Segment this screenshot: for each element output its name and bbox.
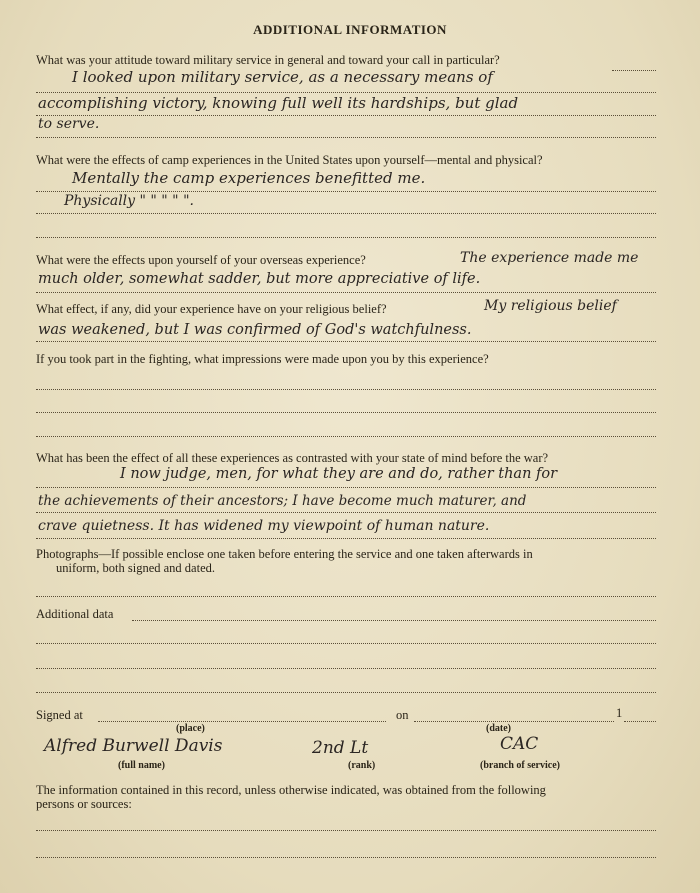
handwritten-answer: Mentally the camp experiences benefitted me. <box>72 169 426 187</box>
date-line <box>624 721 656 722</box>
branch-signature: CAC <box>500 734 539 754</box>
handwritten-answer: much older, somewhat sadder, but more appreciative of life. <box>38 271 481 287</box>
answer-line <box>36 692 656 693</box>
handwritten-answer: accomplishing victory, knowing full well its hardships, but glad <box>38 94 519 112</box>
date-line <box>414 721 614 722</box>
answer-line <box>36 857 656 858</box>
handwritten-answer: to serve. <box>38 116 100 132</box>
answer-line <box>36 213 656 214</box>
question-overseas-experience: What were the effects upon yourself of your overseas experience? <box>36 253 366 267</box>
answer-line <box>36 487 656 488</box>
page-title: ADDITIONAL INFORMATION <box>253 22 447 37</box>
on-label: on <box>396 708 409 722</box>
answer-line <box>36 191 656 192</box>
answer-line <box>36 412 656 413</box>
answer-line <box>36 436 656 437</box>
question-state-of-mind: What has been the effect of all these experiences as contrasted with your state of mind before the war? <box>36 451 549 465</box>
answer-line <box>36 643 656 644</box>
full-name-caption: (full name) <box>118 760 165 771</box>
answer-line <box>36 292 656 293</box>
answer-line <box>36 389 656 390</box>
answer-line <box>36 538 656 539</box>
answer-line <box>36 92 656 93</box>
answer-line <box>36 512 656 513</box>
handwritten-answer: the achievements of their ancestors; I have become much maturer, and <box>38 493 527 509</box>
rank-signature: 2nd Lt <box>312 738 369 758</box>
question-fighting-impressions: If you took part in the fighting, what impressions were made upon you by this experience? <box>36 352 489 366</box>
handwritten-answer: I looked upon military service, as a necessary means of <box>72 68 493 86</box>
question-military-attitude: What was your attitude toward military service in general and toward your call in particular? <box>36 53 500 67</box>
full-name-signature: Alfred Burwell Davis <box>44 736 223 756</box>
handwritten-answer: The experience made me <box>460 250 639 266</box>
handwritten-answer: was weakened, but I was confirmed of God's watchfulness. <box>38 322 472 338</box>
handwritten-answer: Physically " " " " ". <box>64 193 194 209</box>
answer-line <box>36 668 656 669</box>
answer-line <box>132 620 656 621</box>
question-camp-experience: What were the effects of camp experiences in the United States upon yourself—mental and physical? <box>36 153 543 167</box>
answer-line <box>36 137 656 138</box>
question-religious-belief: What effect, if any, did your experience have on your religious belief? <box>36 302 387 316</box>
additional-data-label: Additional data <box>36 607 114 621</box>
photographs-instruction: Photographs—If possible enclose one taken before entering the service and one taken afterwards in <box>36 547 533 561</box>
photographs-instruction: uniform, both signed and dated. <box>56 561 215 575</box>
handwritten-answer: My religious belief <box>484 298 617 314</box>
answer-line <box>36 830 656 831</box>
place-caption: (place) <box>176 723 205 734</box>
handwritten-answer: crave quietness. It has widened my viewpoint of human nature. <box>38 518 490 534</box>
source-statement: persons or sources: <box>36 797 132 811</box>
date-caption: (date) <box>486 723 511 734</box>
rank-caption: (rank) <box>348 760 376 771</box>
year-suffix: 1 <box>616 706 623 720</box>
source-statement: The information contained in this record, unless otherwise indicated, was obtained from the following <box>36 783 546 797</box>
signed-at-label: Signed at <box>36 708 83 722</box>
place-line <box>98 721 386 722</box>
answer-line <box>36 596 656 597</box>
answer-line <box>36 237 656 238</box>
handwritten-answer: I now judge, men, for what they are and do, rather than for <box>120 466 558 482</box>
answer-line <box>612 70 656 71</box>
answer-line <box>36 115 656 116</box>
answer-line <box>36 341 656 342</box>
branch-caption: (branch of service) <box>480 760 560 771</box>
